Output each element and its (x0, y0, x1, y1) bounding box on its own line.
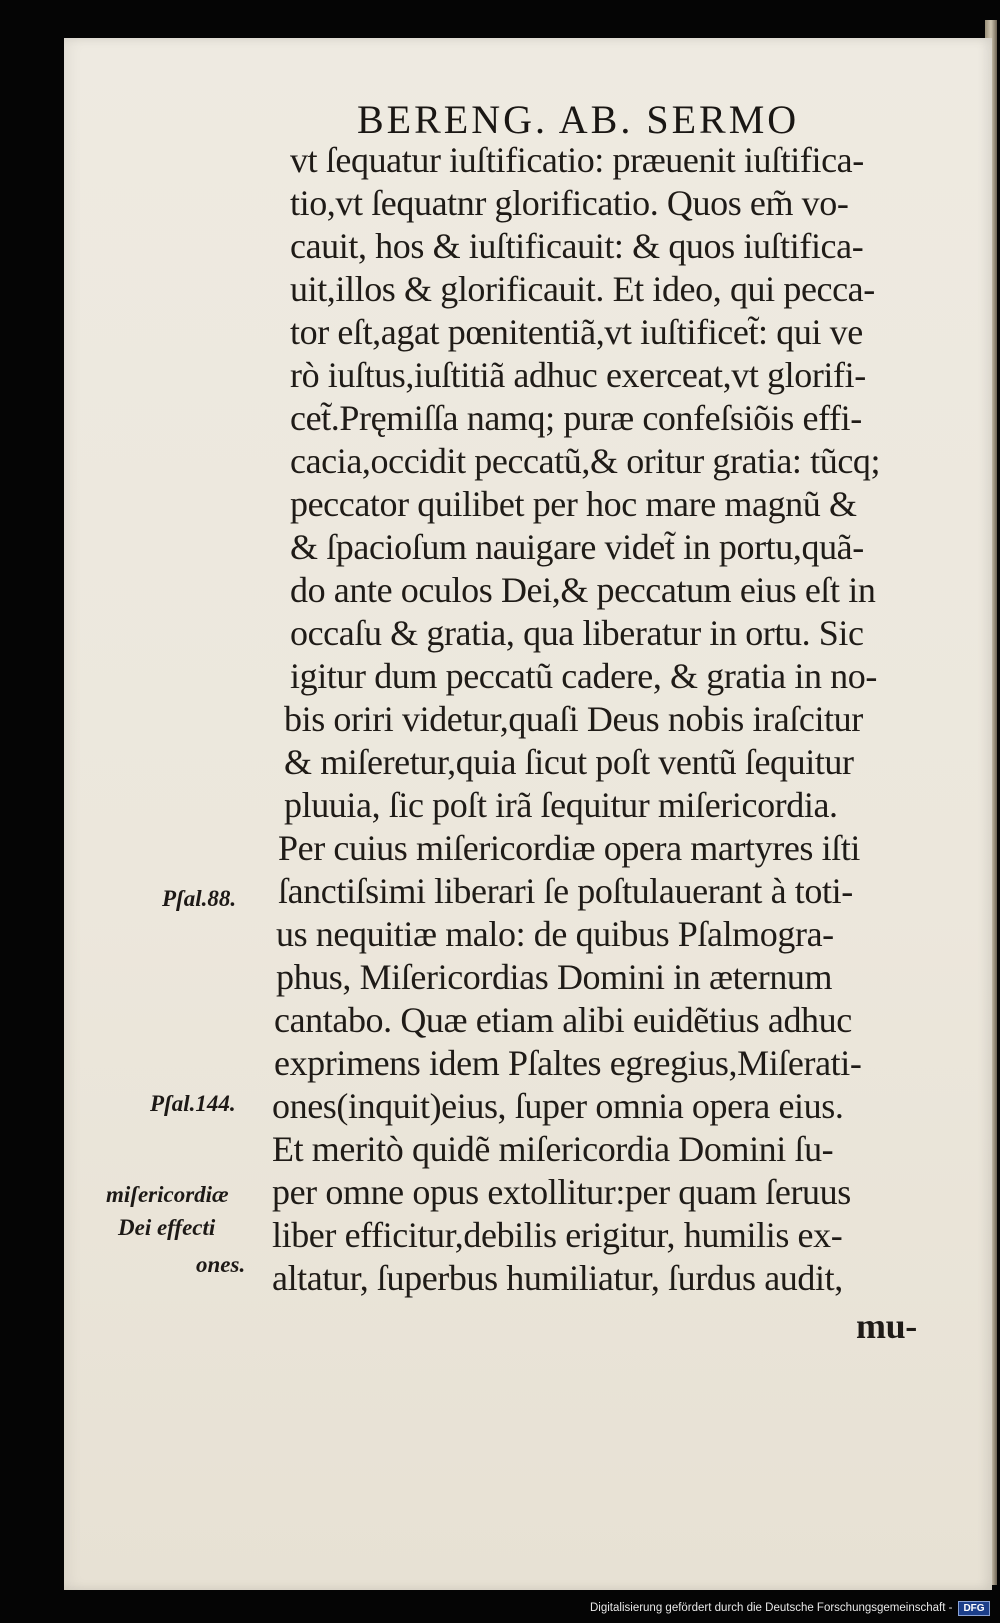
text-line: cacia,occidit peccatũ,& oritur gratia: tũcq; (290, 441, 881, 481)
text-line: per omne opus extollitur:per quam ſeruus (272, 1172, 851, 1212)
text-line: tor eſt,agat pœnitentiã,vt iuſtificet̃: qui ve (290, 312, 863, 352)
text-line: liber efficitur,debilis erigitur, humilis ex- (272, 1215, 843, 1255)
text-line: cauit, hos & iuſtificauit: & quos iuſtifica- (290, 226, 864, 266)
footer-text: Digitalisierung gefördert durch die Deutsche Forschungsgemeinschaft - (590, 1602, 953, 1614)
text-line: cantabo. Quæ etiam alibi euidẽtius adhuc (274, 1000, 852, 1040)
dfg-logo-icon: DFG (958, 1601, 989, 1616)
margin-note-misericordia: ones. (196, 1252, 246, 1277)
text-line: & ſpacioſum nauigare videt̃ in portu,quã- (290, 527, 864, 567)
catchword: mu- (856, 1306, 917, 1346)
margin-note-psalm-88: Pſal.88. (162, 886, 237, 911)
margin-note-misericordia: miſericordiæ (106, 1182, 229, 1207)
text-line: ſanctiſsimi liberari ſe poſtulauerant à toti- (278, 871, 853, 911)
text-line: vt ſequatur iuſtificatio: præuenit iuſtifica- (290, 140, 864, 180)
text-line: us nequitiæ malo: de quibus Pſalmogra- (276, 914, 834, 954)
text-line: igitur dum peccatũ cadere, & gratia in no- (290, 656, 877, 696)
text-line: occaſu & gratia, qua liberatur in ortu. Sic (290, 613, 864, 653)
text-line: ones(inquit)eius, ſuper omnia opera eius. (272, 1086, 844, 1126)
funding-footer (590, 1597, 990, 1619)
text-line: tio,vt ſequatnr glorificatio. Quos em̃ vo- (290, 183, 849, 223)
text-line: peccator quilibet per hoc mare magnũ & (290, 484, 857, 524)
text-line: cet̃.Pręmiſſa namq; puræ confeſsiõis effi- (290, 398, 862, 438)
text-line: rò iuſtus,iuſtitiã adhuc exerceat,vt glorifi- (290, 355, 866, 395)
text-line: bis oriri videtur,quaſi Deus nobis iraſcitur (284, 699, 863, 739)
running-head: BERENG. AB. SERMO (357, 97, 800, 142)
text-line: altatur, ſuperbus humiliatur, ſurdus audit, (272, 1258, 843, 1298)
text-line: do ante oculos Dei,& peccatum eius eſt in (290, 570, 876, 610)
text-line: Per cuius miſericordiæ opera martyres iſti (278, 828, 861, 868)
margin-note-misericordia: Dei effecti (118, 1215, 216, 1240)
text-line: & miſeretur,quia ſicut poſt ventũ ſequitur (284, 742, 854, 782)
text-line: Et meritò quidẽ miſericordia Domini ſu- (272, 1129, 834, 1169)
text-line: pluuia, ſic poſt irã ſequitur miſericordia. (284, 785, 838, 825)
text-line: uit,illos & glorificauit. Et ideo, qui pecca- (290, 269, 875, 309)
margin-note-psalm-144: Pſal.144. (150, 1091, 236, 1116)
text-line: exprimens idem Pſaltes egregius,Miſerati- (274, 1043, 862, 1083)
text-line: phus, Miſericordias Domini in æternum (276, 957, 833, 997)
